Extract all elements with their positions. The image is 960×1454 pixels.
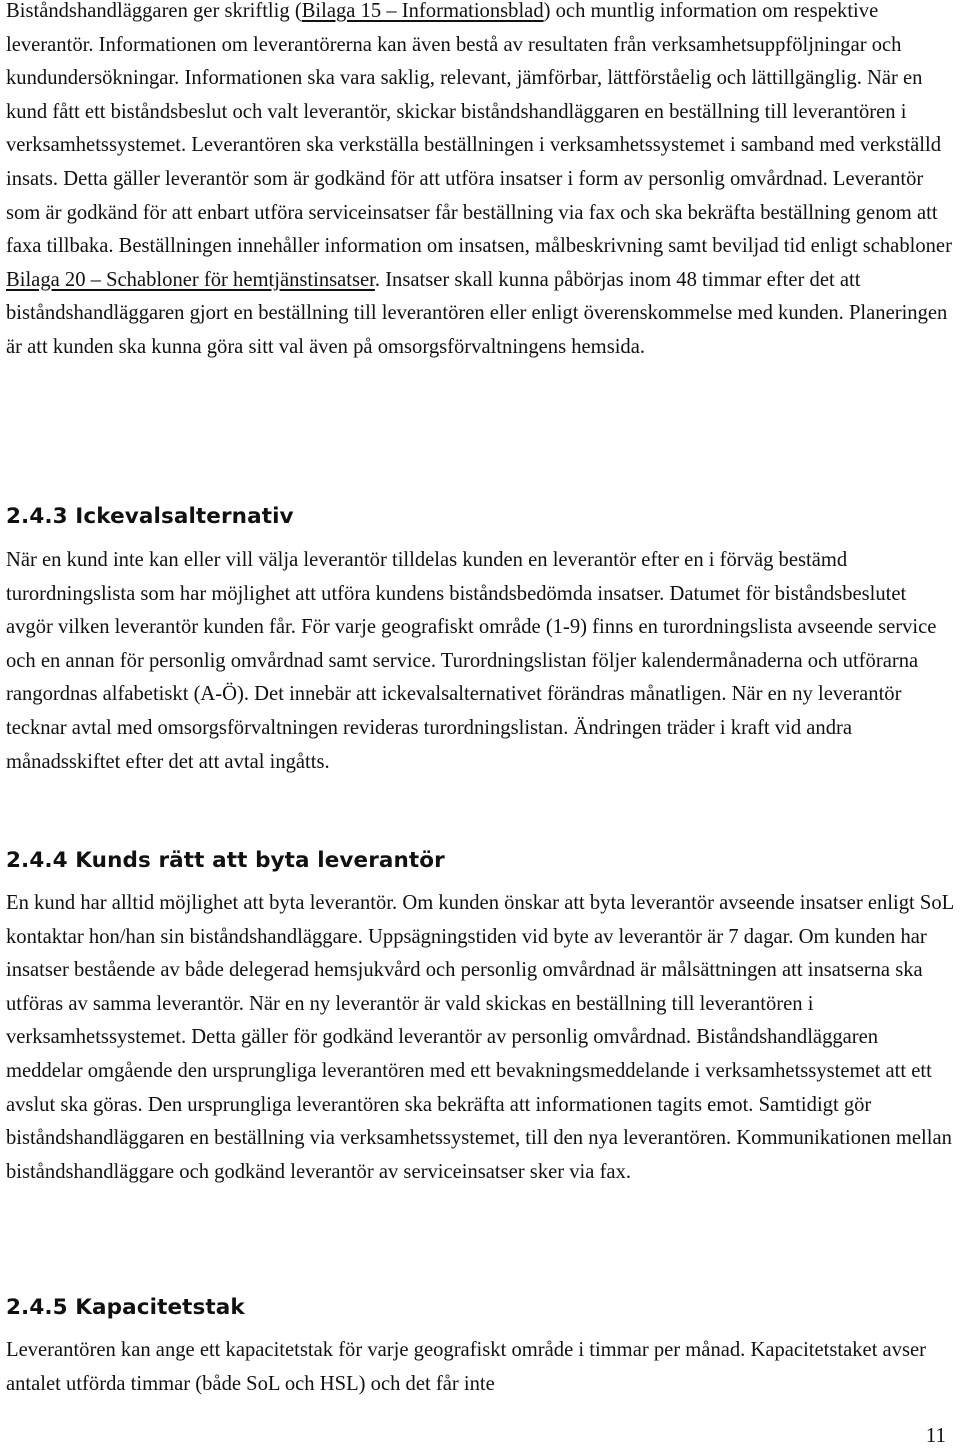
- section-heading-byta-leverantor: 2.4.4 Kunds rätt att byta leverantör: [6, 848, 445, 873]
- paragraph-byta-leverantor: En kund har alltid möjlighet att byta leverantör. Om kunden önskar att byta leverantör avseende insatser enligt SoL kontaktar hon/han sin biståndshandläggare. Uppsägningstiden vid byte av leverantör är 7 dagar. Om kunden har insatser bestående av både delegerad hemsjukvård och personlig omvårdnad är målsättningen att insatserna ska utföras av samma leverantör. När en ny leverantör är vald skickas en beställning till leverantören i verksamhetssystemet. Detta gäller för godkänd leverantör av personlig omvårdnad. Biståndshandläggaren meddelar omgående den ursprungliga leverantören med ett bevakningsmeddelande i verksamhetssystemet att ett avslut ska göras. Den ursprungliga leverantören ska bekräfta att informationen tagits emot. Samtidigt gör biståndshandläggaren en beställning via verksamhetssystemet, till den nya leverantören. Kommunikationen mellan biståndshandläggare och godkänd leverantör av serviceinsatser sker via fax.: [6, 892, 954, 1183]
- paragraph-kapacitetstak: Leverantören kan ange ett kapacitetstak för varje geografiskt område i timmar per månad. Kapacitetstaket avser antalet utförda timmar (både SoL och HSL) och det får inte: [6, 1339, 927, 1395]
- paragraph-text: ) och muntlig information om respektive leverantör. Informationen om leverantörerna kan även bestå av resultaten från verksamhetsuppföljningar och kundundersökningar. Informationen ska vara saklig, relevant, jämförbar, lättförståelig och lättillgänglig. När en kund fått ett biståndsbeslut och valt leverantör, skickar biståndshandläggaren en beställning till leverantören i verksamhetssystemet. Leverantören ska verkställa beställningen i verksamhetssystemet i samband med verkställd insats. Detta gäller leverantör som är godkänd för att utföra insatser i form av personlig omvårdnad. Leverantör som är godkänd för att enbart utföra serviceinsatser får beställning via fax och ska bekräfta beställning genom att faxa tillbaka. Beställningen innehåller information om insatsen, målbeskrivning samt beviljad tid enligt schabloner: [6, 0, 952, 258]
- paragraph-text: . Insatser skall kunna påbörjas inom 48 timmar efter det att biståndshandläggaren gjort en beställning till leverantören eller enligt överenskommelse med kunden. Planeringen är att kunden ska kunna göra sitt val även på omsorgsförvaltningens hemsida.: [6, 268, 948, 358]
- paragraph-leverantorsinformation: [6, 0, 956, 365]
- page-number: 11: [925, 1423, 946, 1447]
- section-heading-kapacitetstak: 2.4.5 Kapacitetstak: [6, 1295, 245, 1320]
- section-heading-ickevalsalternativ: 2.4.3 Ickevalsalternativ: [6, 504, 294, 529]
- paragraph-text: Biståndshandläggaren ger skriftlig (: [6, 0, 302, 22]
- link-bilaga-15[interactable]: Bilaga 15 – Informationsblad: [301, 0, 544, 22]
- paragraph-ickevalsalternativ: När en kund inte kan eller vill välja leverantör tilldelas kunden en leverantör efter en i förväg bestämd turordningslista som har möjlighet att utföra kundens biståndsbedömda insatser. Datumet för biståndsbeslutet avgör vilken leverantör kunden får. För varje geografiskt område (1-9) finns en turordningslista avseende service och en annan för personlig omvårdnad samt service. Turordningslistan följer kalendermånaderna och utförarna rangordnas alfabetiskt (A-Ö). Det innebär att ickevalsalternativet förändras månatligen. När en ny leverantör tecknar avtal med omsorgsförvaltningen revideras turordningslistan. Ändringen träder i kraft vid andra månadsskiftet efter det att avtal ingåtts.: [6, 549, 937, 773]
- link-bilaga-20[interactable]: Bilaga 20 – Schabloner för hemtjänstinsatser: [6, 268, 375, 291]
